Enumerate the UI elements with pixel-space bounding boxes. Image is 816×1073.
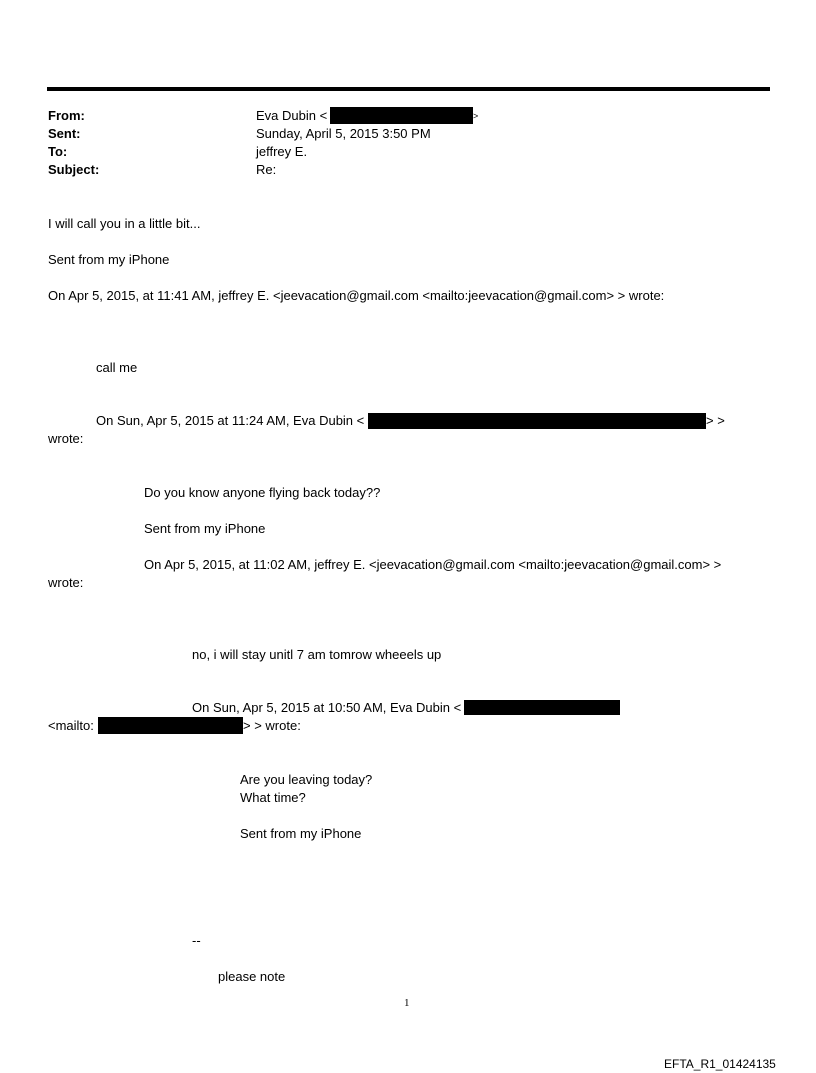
to-label: To: [48,144,68,159]
from-label: From: [48,108,85,123]
to-value: jeffrey E. [256,144,308,159]
reply-text: What time? [240,790,306,805]
sent-label: Sent: [48,126,81,141]
sent-value: Sunday, April 5, 2015 3:50 PM [256,126,431,141]
quote-header-wrap: wrote: [48,575,84,590]
signature-separator: -- [192,933,201,948]
quote-header: On Apr 5, 2015, at 11:41 AM, jeffrey E. <jeevacation@gmail.com <mailto:jeevacation@gmail.com> > wrote: [48,288,665,303]
quote-header: On Sun, Apr 5, 2015 at 11:24 AM, Eva Dubin < [96,413,365,428]
redaction-block [464,700,620,715]
reply-text: call me [96,360,138,375]
page-number: 1 [404,997,410,1009]
reply-text: Are you leaving today? [240,772,373,787]
signature: Sent from my iPhone [48,252,170,267]
document-id: EFTA_R1_01424135 [664,1057,776,1071]
from-value: Eva Dubin < [256,108,328,123]
redaction-block [368,413,706,429]
reply-text: no, i will stay unitl 7 am tomrow wheeels up [192,647,442,662]
subject-label: Subject: [48,162,100,177]
mailto-prefix: <mailto: [48,718,94,733]
please-note: please note [218,969,286,984]
quote-header-end: > > [706,413,725,428]
from-value-end: > [473,111,479,121]
subject-value: Re: [256,162,277,177]
header-rule [47,87,770,91]
signature: Sent from my iPhone [144,521,266,536]
quote-header-end: > > wrote: [243,718,301,733]
redaction-block [98,717,243,734]
quote-header-wrap: wrote: [48,431,84,446]
redaction-block [330,107,473,124]
quote-header: On Apr 5, 2015, at 11:02 AM, jeffrey E. <jeevacation@gmail.com <mailto:jeevacation@gmail.com> > [144,557,722,572]
signature: Sent from my iPhone [240,826,362,841]
quote-header: On Sun, Apr 5, 2015 at 10:50 AM, Eva Dubin < [192,700,462,715]
reply-text: Do you know anyone flying back today?? [144,485,381,500]
body-line: I will call you in a little bit... [48,216,201,231]
